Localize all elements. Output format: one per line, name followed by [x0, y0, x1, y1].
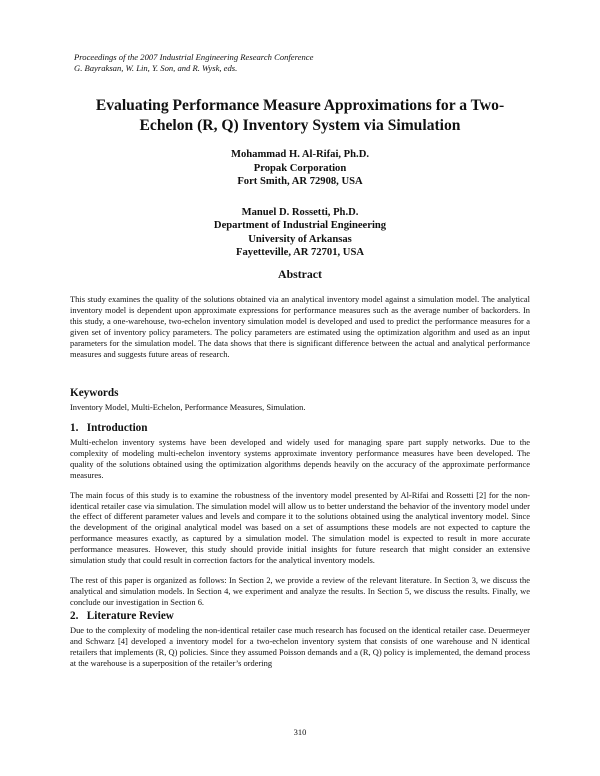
author-1-address: Fort Smith, AR 72908, USA [237, 176, 363, 187]
author-block [100, 148, 500, 260]
section-1-paragraph-3: The rest of this paper is organized as follows: In Section 2, we provide a review of the relevant literature. In Section 3, we discuss the analytical and simulation models. In Section 4, we experiment and analyze the results. In Section 5, we discuss the results. Finally, we conclude our investigation in Section 6. [70, 574, 530, 607]
section-1-paragraph-2: The main focus of this study is to examine the robustness of the inventory model presented by Al-Rifai and Rossetti [2] for the non-identical retailer case via simulation. The simulation model will allow us to better understand the behavior of the inventory model under the effect of different parameter values and levels and compare it to the solutions obtained using the analytical inventory model. Since the development of the original analytical model was based on a set of assumptions these models are not expected to capture the performance measures exactly, as captured by a simulation model. The simulation model is expected to result in more accurate performance measures. However, this study should provide initial insights for future research that might consider an extensive simulation study that could result in correction factors for the analytical inventory models. [70, 489, 530, 566]
author-2-name: Manuel D. Rossetti, Ph.D. [241, 206, 359, 218]
author-2-address: Fayetteville, AR 72701, USA [236, 247, 364, 258]
section-2-paragraph-1: Due to the complexity of modeling the non-identical retailer case much research has focused on the identical retailer case. Deuermeyer and Schwarz [4] developed a inventory model for a two-echelon inventory system that consists of one warehouse and N identical retailers that implements (R, Q) policies. Since they assumed Poisson demands and a (R, Q) policy is implemented, the demand process at the warehouse is a superposition of the retailer’s ordering [70, 625, 530, 668]
author-1-name: Mohammad H. Al-Rifai, Ph.D. [230, 149, 369, 160]
paper-title [70, 96, 530, 136]
title-line-1: Evaluating Performance Measure Approximations for a Two- [95, 97, 505, 114]
abstract-text: This study examines the quality of the solutions obtained via an analytical inventory model against a simulation model. The analytical inventory model is dependent upon approximate expressions for performance measures such as the average number of backorders. In this study, a one-warehouse, two-echelon inventory simulation model is developed and used to predict the performance measures for a given set of inventory policy parameters. The policy parameters are estimated using the optimization algorithm and used as an input parameters for the simulation model. The data shows that there is significant difference between the actual and analytical performance measures and suggests future areas of research. [70, 294, 530, 359]
keywords-text: Inventory Model, Multi-Echelon, Performance Measures, Simulation. [70, 402, 306, 412]
keywords-heading: Keywords [70, 387, 119, 399]
abstract-heading: Abstract [278, 267, 322, 281]
proceedings-header [74, 52, 313, 74]
proceedings-line-1: Proceedings of the 2007 Industrial Engineering Research Conference [74, 52, 314, 62]
author-1-affiliation: Propak Corporation [253, 162, 347, 174]
section-1-paragraph-1: Multi-echelon inventory systems have been developed and widely used for managing spare part supply networks. Due to the complexity of modeling multi-echelon inventory systems approximate inventory performance measures have been developed. The quality of the solutions obtained using the optimization algorithms depends heavily on the accuracy of the approximate performance measures. [70, 437, 530, 480]
proceedings-line-2: G. Bayraksan, W. Lin, Y. Son, and R. Wysk, eds. [74, 63, 238, 73]
section-1-body [70, 437, 530, 617]
author-2-department: Department of Industrial Engineering [213, 220, 387, 231]
section-2-body [70, 625, 530, 678]
section-2-heading: 2. Literature Review [70, 610, 174, 622]
author-2-affiliation: University of Arkansas [248, 233, 352, 245]
page-number: 310 [293, 727, 307, 737]
section-1-heading: 1. Introduction [70, 422, 148, 434]
title-line-2: Echelon (R, Q) Inventory System via Simulation [139, 117, 461, 134]
